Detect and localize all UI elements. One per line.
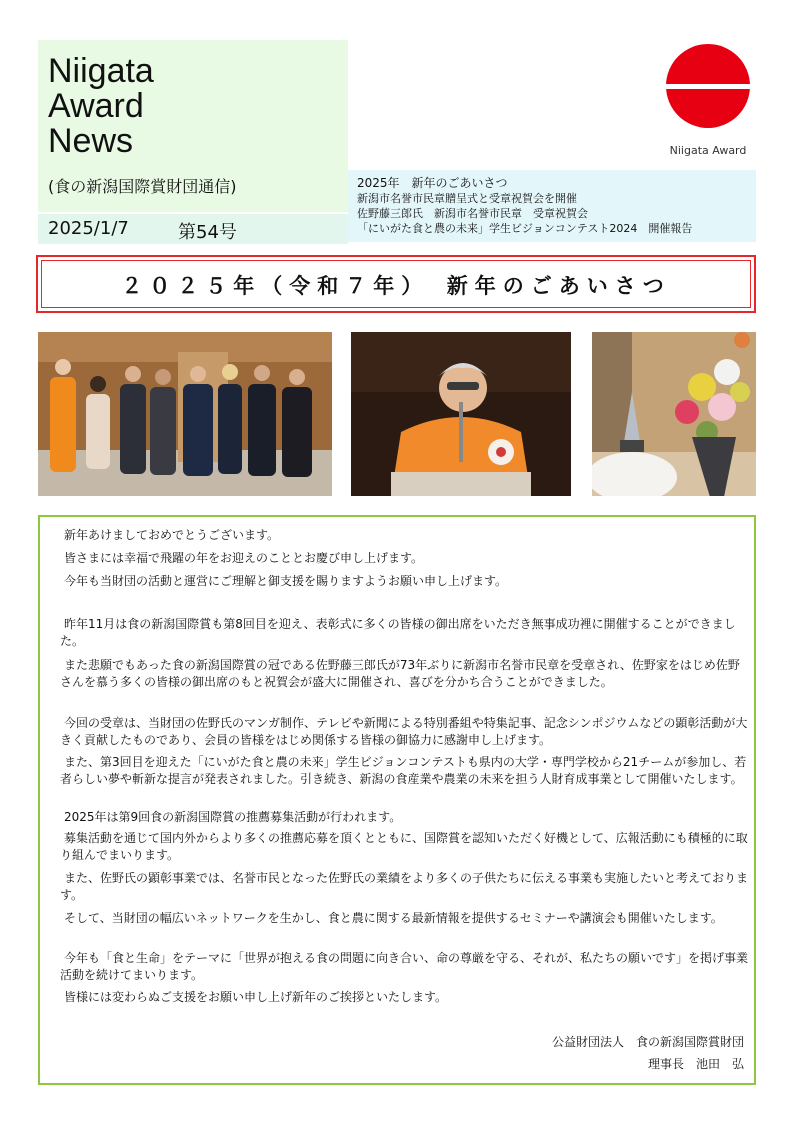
letter-paragraph: 皆様には変わらぬご支援をお願い申し上げ新年のご挨拶といたします。 [64,990,448,1004]
contents-item: 佐野藤三郎氏 新潟市名誉市民章 受章祝賀会 [357,207,588,220]
contents-box [348,170,756,242]
letter-paragraph: また、第3回目を迎えた「にいがた食と農の未来」学生ビジョンコンテストも県内の大学・専門学校から21チームが参加し、若者らしい夢や斬新な提言が発表されました。引き続き、新潟の食産業や農業の未来を担う人財育成事業として開催いたします。 [60,755,747,786]
letter-paragraph: 募集活動を通じて国内外からより多くの推薦応募を頂くとともに、国際賞を認知いただく好機として、広報活動にも積極的に取り組んでまいります。 [60,831,748,862]
issue-bar [38,212,348,244]
newsletter-subtitle: (食の新潟国際賞財団通信) [48,177,237,196]
letter-paragraph: 2025年は第9回食の新潟国際賞の推薦募集活動が行われます。 [64,810,402,824]
signature-person: 理事長 池田 弘 [647,1057,744,1071]
new-year-letter [38,515,756,1085]
letter-paragraph: 今年も「食と生命」をテーマに「世界が抱える食の問題に向き合い、命の尊厳を守る、それが、私たちの願いです」を掲げ事業活動を続けてまいります。 [60,951,749,982]
letter-paragraph: 今年も当財団の活動と運営にご理解と御支援を賜りますようお願い申し上げます。 [64,574,508,588]
headline-box [36,255,756,313]
title-line: News [48,122,134,160]
letter-paragraph: 新年あけましておめでとうございます。 [64,528,280,542]
headline-title: ２０２５年（令和７年） 新年のごあいさつ [121,274,671,298]
flower-trophy-photo [592,332,756,496]
contents-list [348,170,756,236]
contents-item: 2025年 新年のごあいさつ [357,176,508,190]
headline-inner-border [41,260,751,308]
niigata-award-logo [650,40,760,165]
letter-paragraph: そして、当財団の幅広いネットワークを生かし、食と農に関する最新情報を提供するセミナーや講演会も開催いたします。 [64,911,723,925]
title-line: Award [48,87,144,125]
letter-paragraph: 昨年11月は食の新潟国際賞も第8回目を迎え、表彰式に多くの皆様の御出席をいただき無事成功裡に開催することができました。 [60,617,736,648]
contents-item: 「にいがた食と農の未来」学生ビジョンコンテスト2024 開催報告 [357,222,693,235]
signature-organization: 公益財団法人 食の新潟国際賞財団 [551,1035,744,1049]
letter-paragraph: また、佐野氏の顕彰事業では、名誉市民となった佐野氏の業績をより多くの子供たちに伝える事業も実施したいと考えております。 [60,871,749,902]
issue-date: 2025/1/7 [48,218,129,239]
logo-mark-icon [650,40,766,140]
issue-number: 第54号 [178,222,237,243]
masthead [38,40,348,212]
letter-paragraph: また悲願でもあった食の新潟国際賞の冠である佐野藤三郎氏が73年ぶりに新潟市名誉市民章を受章され、佐野家をはじめ佐野さんを慕う多くの皆様の御出席のもと祝賀会が盛大に開催され、喜びを分かち合うことができました。 [60,658,740,689]
letter-paragraph: 皆さまには幸福で飛躍の年をお迎えのこととお慶び申し上げます。 [64,551,424,565]
contents-item: 新潟市名誉市民章贈呈式と受章祝賀会を開催 [357,192,577,205]
group-photo [38,332,332,496]
speaker-photo [351,332,571,496]
title-line: Niigata [48,52,154,90]
logo-text: Niigata Award [669,144,747,157]
newsletter-title [48,54,154,159]
letter-paragraph: 今回の受章は、当財団の佐野氏のマンガ制作、テレビや新聞による特別番組や特集記事、記念シンポジウムなどの顕彰活動が大きく貢献したものであり、会員の皆様をはじめ関係する皆様の御協力に感謝申し上げます。 [60,716,748,747]
